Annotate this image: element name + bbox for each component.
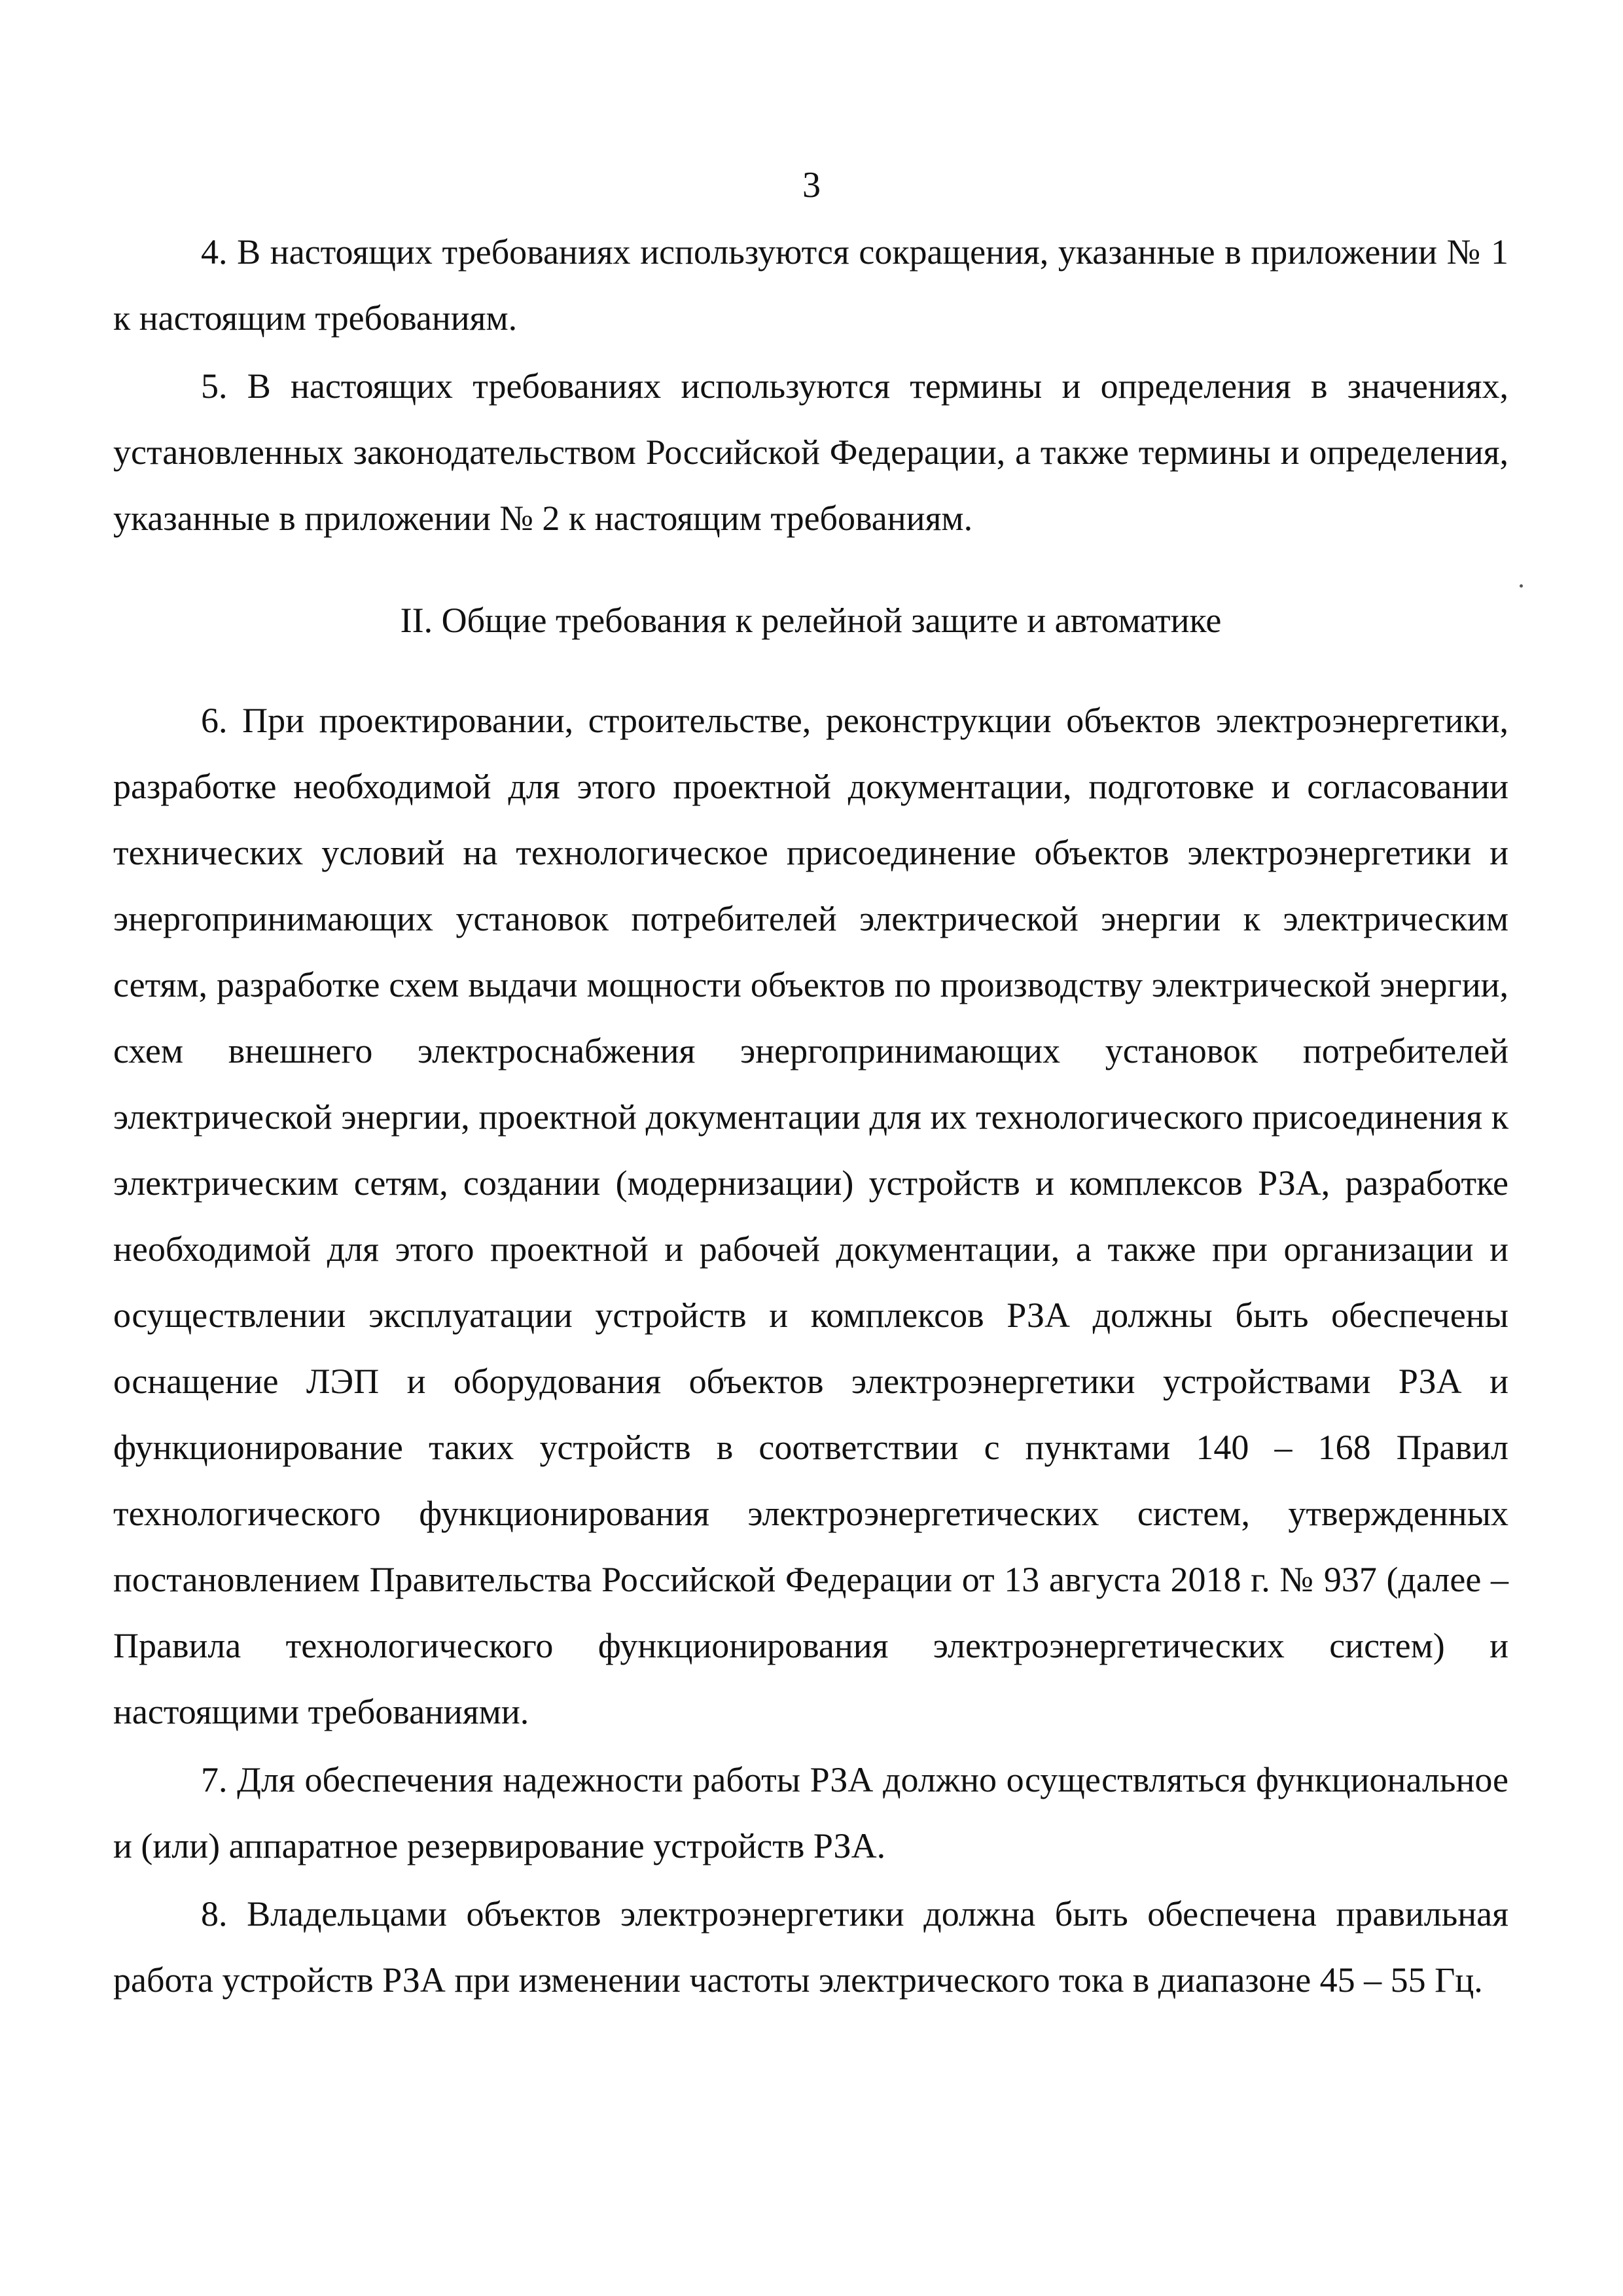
section-heading: II. Общие требования к релейной защите и автоматике	[400, 601, 1222, 640]
page-number: 3	[802, 165, 821, 205]
paragraph-8: 8. Владельцами объектов электроэнергетики должна быть обеспечена правильная работа устройств РЗА при изменении частоты электрического тока в диапазоне 45 – 55 Гц.	[113, 1894, 1508, 2000]
paragraph-7: 7. Для обеспечения надежности работы РЗА должно осуществляться функциональное и (или) аппаратное резервирование устройств РЗА.	[113, 1760, 1508, 1865]
document-body	[113, 219, 1508, 2015]
paragraph-4: 4. В настоящих требованиях используются сокращения, указанные в приложении № 1 к настоящим требованиям.	[113, 232, 1508, 338]
scan-speck	[1520, 584, 1523, 588]
paragraph-6: 6. При проектировании, строительстве, реконструкции объектов электроэнергетики, разработке необходимой для этого проектной документации, подготовке и согласовании технических условий на технологическое присоединение объектов электроэнергетики и энергопринимающих установок потребителей электрической энергии к электрическим сетям, разработке схем выдачи мощности объектов по производству электрической энергии, схем внешнего электроснабжения энергопринимающих установок потребителей электрической энергии, проектной документации для их технологического присоединения к электрическим сетям, создании (модернизации) устройств и комплексов РЗА, разработке необходимой для этого проектной и рабочей документации, а также при организации и осуществлении эксплуатации устройств и комплексов РЗА должны быть обеспечены оснащение ЛЭП и оборудования объектов электроэнергетики устройствами РЗА и функционирование таких устройств в соответствии с пунктами 140 – 168 Правил технологического функционирования электроэнергетических систем, утвержденных постановлением Правительства Российской Федерации от 13 августа 2018 г. № 937 (далее – Правила технологического функционирования электроэнергетических систем) и настоящими требованиями.	[113, 701, 1508, 1731]
paragraph-5: 5. В настоящих требованиях используются термины и определения в значениях, установленных законодательством Российской Федерации, а также термины и определения, указанные в приложении № 2 к настоящим требованиям.	[113, 366, 1508, 538]
